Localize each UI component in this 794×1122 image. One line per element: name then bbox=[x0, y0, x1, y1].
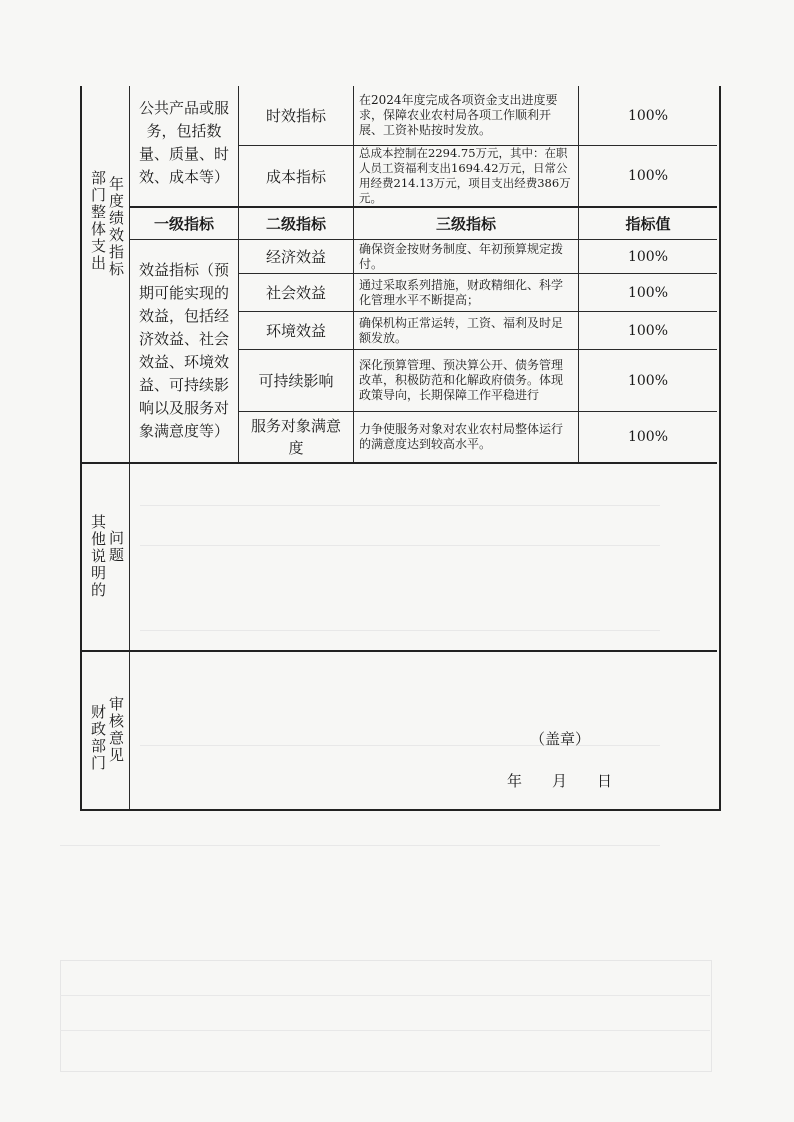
header-value: 指标值 bbox=[579, 206, 717, 240]
value-satisfaction: 100% bbox=[627, 429, 669, 445]
level3-environmental: 确保机构正常运转，工资、福利及时足额发放。 bbox=[354, 312, 579, 350]
level2-sustainability: 可持续影响 bbox=[239, 350, 354, 412]
level2-satisfaction: 服务对象满意度 bbox=[239, 412, 354, 462]
value-cost: 100% bbox=[627, 168, 669, 184]
other-notes-label-inner: 问题 bbox=[107, 530, 125, 564]
finance-label-inner: 审核意见 bbox=[107, 696, 125, 764]
level3-timeliness: 在2024年度完成各项资金支出进度要求，保障农业农村局各项工作顺利开展、工资补贴按时发放。 bbox=[354, 86, 579, 146]
section-label-inner: 年度绩效指标 bbox=[107, 176, 125, 278]
level1-benefit-cell bbox=[130, 240, 239, 462]
value-economic: 100% bbox=[579, 240, 717, 274]
date-text: 年 月 日 bbox=[507, 772, 613, 790]
level2-economic: 经济效益 bbox=[239, 240, 354, 274]
section-label-outer: 部门整体支出 bbox=[89, 170, 107, 272]
bleed-through-box bbox=[60, 960, 712, 1072]
header-level2: 二级指标 bbox=[239, 206, 354, 240]
level2-social: 社会效益 bbox=[239, 274, 354, 312]
finance-review-row bbox=[82, 650, 717, 809]
section-label-cell bbox=[82, 86, 130, 462]
bleed-through-line bbox=[60, 845, 660, 846]
value-timeliness: 100% bbox=[579, 86, 717, 146]
finance-label-outer: 财政部门 bbox=[89, 704, 107, 772]
level3-sustainability: 深化预算管理、预决算公开、债务管理改革，积极防范和化解政府债务。体现政策导向，长期保障工作平稳进行 bbox=[354, 350, 579, 412]
level3-social: 通过采取系列措施，财政精细化、科学化管理水平不断提高； bbox=[354, 274, 579, 312]
level3-cost: 总成本控制在2294.75万元，其中：在职人员工资福利支出1694.42万元，日常公用经费214.13万元，项目支出经费386万元。 bbox=[354, 146, 579, 206]
level2-timeliness: 时效指标 bbox=[239, 86, 354, 146]
level2-cost: 成本指标 bbox=[239, 146, 354, 206]
other-notes-label-cell bbox=[82, 464, 130, 652]
header-level1: 一级指标 bbox=[130, 206, 239, 240]
level2-environmental: 环境效益 bbox=[239, 312, 354, 350]
value-social: 100% bbox=[579, 274, 717, 312]
level3-satisfaction: 力争使服务对象对农业农村局整体运行的满意度达到较高水平。 bbox=[354, 412, 579, 462]
level1-benefit-text: 效益指标（预期可能实现的效益，包括经济效益、社会效益、环境效益、可持续影响以及服务对象满意度等） bbox=[138, 261, 229, 440]
seal-text: （盖章） bbox=[530, 730, 591, 748]
other-notes-label-outer: 其他说明的 bbox=[89, 514, 107, 599]
bleed-through-line bbox=[60, 995, 710, 996]
level1-output-text: 公共产品或服务，包括数量、质量、时效、成本等） bbox=[138, 99, 229, 186]
value-sustainability: 100% bbox=[579, 350, 717, 412]
level1-output-cell bbox=[130, 86, 239, 206]
value-environmental: 100% bbox=[579, 312, 717, 350]
performance-table bbox=[80, 86, 721, 811]
header-level3: 三级指标 bbox=[354, 206, 579, 240]
bleed-through-line bbox=[60, 1030, 710, 1031]
finance-label-cell bbox=[82, 652, 130, 809]
level3-economic: 确保资金按财务制度、年初预算规定拨付。 bbox=[354, 240, 579, 274]
other-notes-row bbox=[82, 462, 717, 650]
